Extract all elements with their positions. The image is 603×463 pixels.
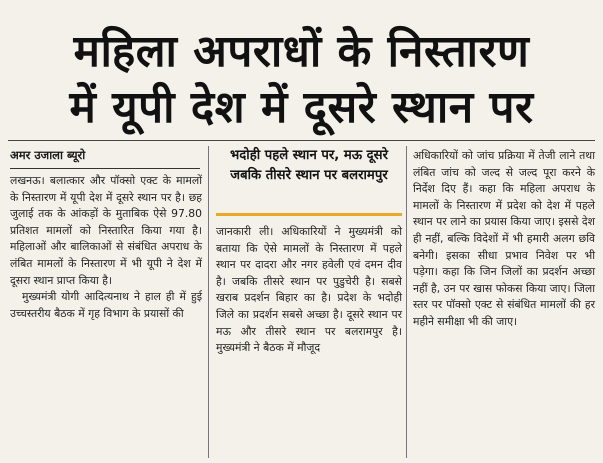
column-1-paragraph-2: मुख्यमंत्री योगी आदित्यनाथ ने हाल ही में हुई उच्चस्तरीय बैठक में गृह विभाग के प्रयासों की	[10, 290, 202, 320]
column-divider-2	[406, 146, 407, 458]
article-column-1	[10, 173, 202, 322]
subheadline: भदोही पहले स्थान पर, मऊ दूसरे जबकि तीसरे स्थान पर बलरामपुर	[230, 148, 388, 183]
headline-line-2: में यूपी देश में दूसरे स्थान पर	[69, 82, 534, 133]
column-1-paragraph-1: लखनऊ। बलात्कार और पॉक्सो एक्ट के मामलों के निस्तारण में यूपी देश में दूसरे स्थान पर है। छह जुलाई तक के आंकड़ों के मुताबिक ऐसे 97.80 प्रतिशत मामलों को निस्तारित किया गया है। महिलाओं और बालिकाओं से संबंधित अपराध के लंबित मामलों के निस्तारण में भी यूपी ने देश में दूसरा स्थान प्राप्त किया है।	[10, 174, 202, 287]
article-column-3	[413, 148, 595, 331]
subheadline-accent-bar	[216, 213, 402, 216]
byline-divider	[10, 168, 200, 169]
column-divider-1	[208, 146, 209, 458]
headline-line-1: महिला अपराधों के निस्तारण	[73, 26, 530, 77]
column-2-paragraph-1: जानकारी ली। अधिकारियों ने मुख्यमंत्री को बताया कि ऐसे मामलों के निस्तारण में पहले स्थान पर दादरा और नगर हवेली एवं दमन दीव है। जबकि तीसरे स्थान पर पुडुचेरी है। सबसे खराब प्रदर्शन बिहार का है। प्रदेश के भदोही जिले का प्रदर्शन सबसे अच्छा है। दूसरे स्थान पर मऊ और तीसरे स्थान पर बलरामपुर है। मुख्यमंत्री ने बैठक में मौजूद	[216, 225, 402, 355]
byline: अमर उजाला ब्यूरो	[10, 148, 86, 162]
column-3-paragraph-1: अधिकारियों को जांच प्रक्रिया में तेजी लाने तथा लंबित जांच को जल्द से जल्द पूरा करने के निर्देश दिए हैं। कहा कि महिला अपराध के मामलों के निस्तारण में प्रदेश को देश में पहले स्थान पर लाने का प्रयास किया जाए। इससे देश ही नहीं, बल्कि विदेशों में भी हमारी अलग छवि बनेगी। इसका सीधा प्रभाव निवेश पर भी पड़ेगा। कहा कि जिन जिलों का प्रदर्शन अच्छा नहीं है, उन पर खास फोकस किया जाए। जिला स्तर पर पॉक्सो एक्ट से संबंधित मामलों की हर महीने समीक्षा भी की जाए।	[413, 149, 595, 328]
article-column-2	[216, 224, 402, 357]
headline-divider	[8, 140, 595, 141]
